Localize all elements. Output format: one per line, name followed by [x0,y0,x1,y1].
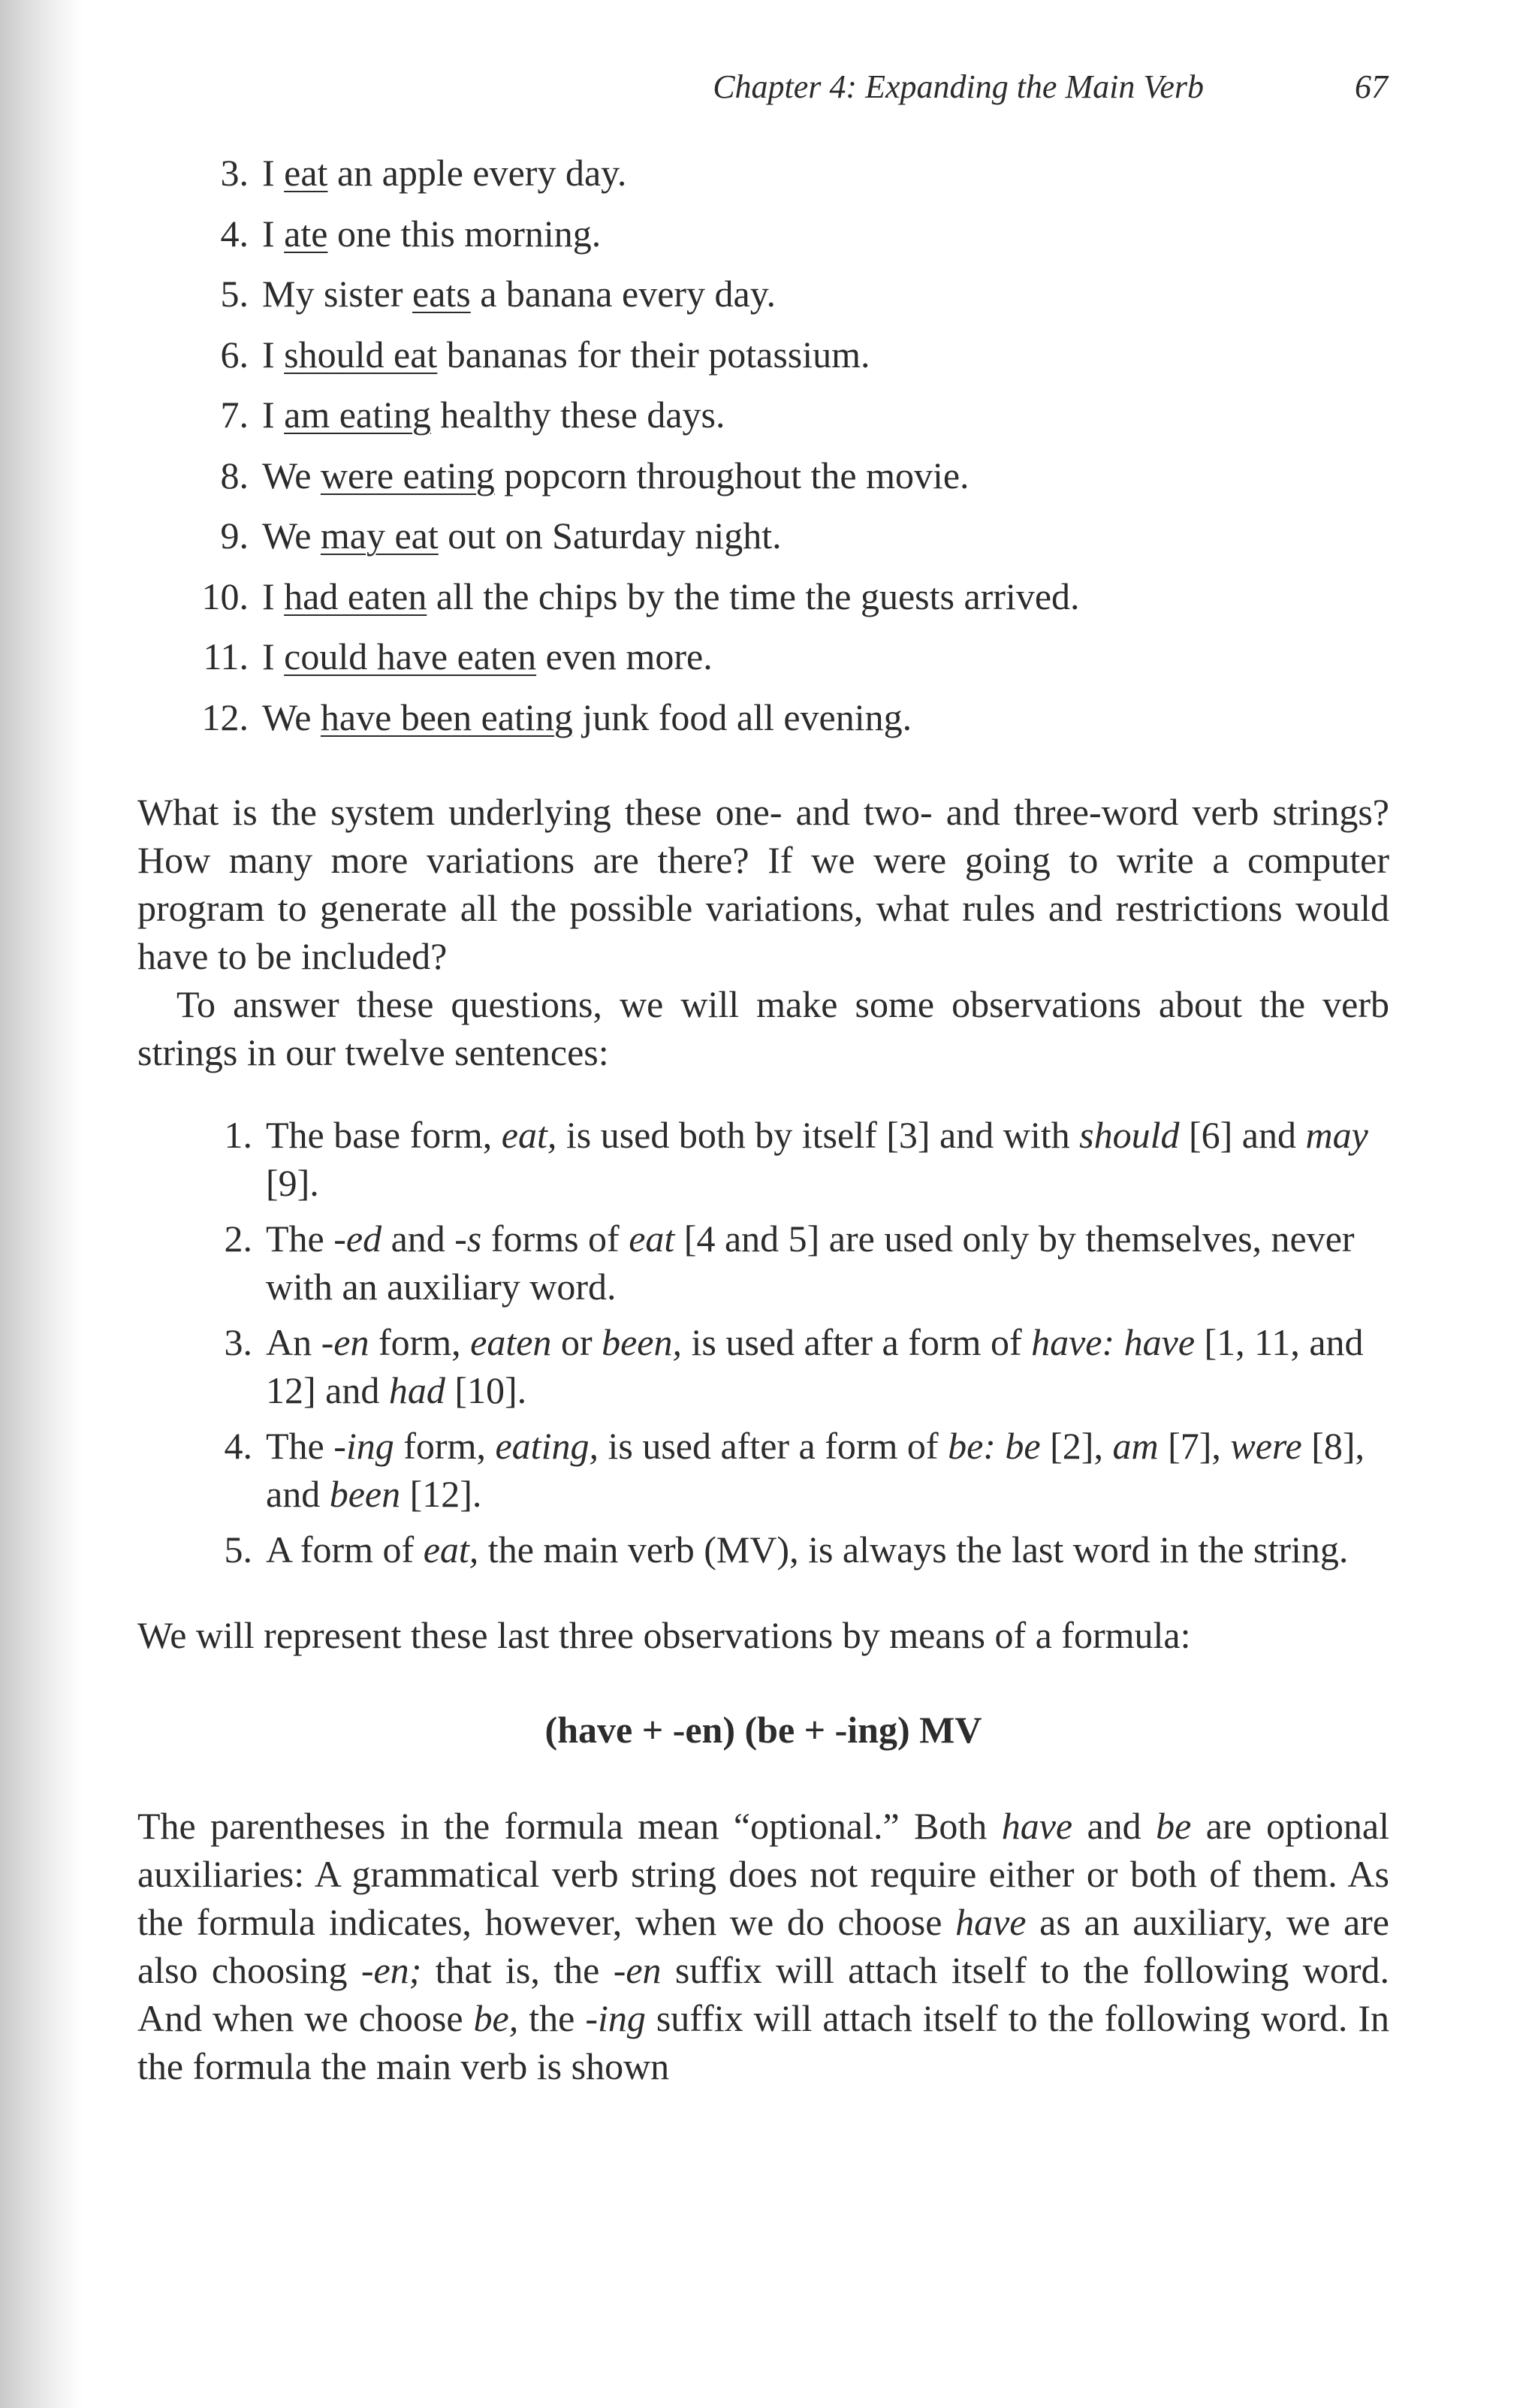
text-run: [2], [1040,1425,1113,1467]
italic-term: be: be [948,1425,1041,1467]
paragraph-formula-explanation [137,1802,1389,2090]
underlined-verb-string: were eating [320,454,495,496]
italic-term: should [1079,1114,1180,1156]
item-number: 9. [220,514,249,557]
text-run: is used both by itself [3] and with [556,1114,1080,1156]
item-number: 7. [220,394,249,436]
text-run: form, [369,1321,471,1363]
sentence-text: all the chips by the time the guests arrived. [427,575,1080,617]
sentence-text: I [262,333,285,376]
text-run: [7], [1158,1425,1231,1467]
text-run: [10]. [445,1369,527,1411]
text-run: the [518,1997,586,2039]
italic-term: -en; [360,1949,422,1991]
text-run: An [266,1321,321,1363]
text-run: are optional auxiliaries: A grammatical verb string does not require either or both of them. As the formula indicates, however, when we do choose [137,1805,1390,1943]
item-number: 8. [220,454,249,496]
item-number: 11. [203,635,249,677]
text-run: The [266,1425,334,1467]
list-item [220,204,1389,264]
item-number: 12. [201,696,249,738]
list-item [201,566,1389,627]
sentence-text: out on Saturday night. [438,514,782,557]
underlined-verb-string: could have eaten [284,635,537,677]
italic-term: -ing [585,1997,646,2039]
sentence-text: healthy these days. [430,394,725,436]
text-run: suffix will attach itself to the following word. In the formula the main verb is shown [137,1997,1389,2087]
paragraph-formula-intro: We will represent these last three observations by means of a formula: [137,1614,1191,1656]
italic-term: -en [613,1949,662,1991]
list-item [220,143,1389,204]
item-number: 1. [224,1114,252,1156]
text-run: suffix will attach itself to the following word. And when we choose [137,1949,1389,2039]
list-item [220,505,1389,566]
italic-term: were [1230,1425,1302,1467]
sentence-text: I [262,394,285,436]
underlined-verb-string: had eaten [284,575,427,617]
text-run: is used after a form of [681,1321,1032,1363]
text-run: The [266,1218,334,1260]
paragraph-questions: What is the system underlying these one- and two- and three-word verb strings? How many more variations are there? If we were going to write a computer program to generate all the possible variations, what rules and restrictions would have to be included? [137,791,1389,977]
sentence-text: bananas for their potassium. [437,333,870,376]
italic-term: have [955,1901,1027,1943]
italic-term: may [1305,1114,1368,1156]
text-run: [9]. [266,1162,319,1204]
item-number: 5. [220,273,249,315]
list-item [203,626,1389,687]
sentence-text: I [262,635,285,677]
text-run: [6] and [1179,1114,1306,1156]
sentence-text: I [262,212,285,255]
italic-term: be [1156,1805,1192,1847]
text-run: that is, the [421,1949,614,1991]
underlined-verb-string: should eat [284,333,438,376]
underlined-verb-string: eat [284,152,328,194]
list-item [224,1525,1389,1574]
text-run: and [381,1218,455,1260]
italic-term: had [388,1369,445,1411]
sentence-text: I [262,152,285,194]
sentence-text: We [262,696,321,738]
item-number: 4. [224,1425,252,1467]
italic-term: eating, [495,1425,599,1467]
item-number: 5. [224,1528,252,1571]
sentence-text: an apple every day. [327,152,627,194]
list-item [220,324,1389,385]
text-run: The parentheses in the formula mean “optional.” Both [137,1805,1002,1847]
text-run: The base form, [266,1114,502,1156]
italic-term: eat, [423,1528,479,1571]
list-item [201,687,1389,748]
text-run: or [551,1321,602,1363]
italic-term: eat, [501,1114,557,1156]
text-run: is used after a form of [598,1425,948,1467]
underlined-verb-string: ate [284,212,328,255]
text-run: the main verb (MV), is always the last word in the string. [478,1528,1349,1571]
text-run: and [1072,1805,1157,1847]
italic-term: eaten [470,1321,552,1363]
underlined-verb-string: have been eating [320,696,573,738]
item-number: 6. [220,333,249,376]
italic-term: -s [454,1218,482,1260]
text-run: as an auxiliary, we are also choosing [137,1901,1389,1991]
list-item [220,385,1389,445]
text-run: [4 and 5] are used only by themselves, never with an auxiliary word. [266,1218,1355,1308]
text-run: forms of [481,1218,629,1260]
italic-term: am [1112,1425,1159,1467]
list-item [224,1422,1389,1518]
text-run: [12]. [400,1473,482,1515]
item-number: 3. [220,152,249,194]
page-number: 67 [1355,68,1388,105]
formula [137,1706,1389,1754]
sentence-text: We [262,454,321,496]
sentence-text: one this morning. [327,212,602,255]
italic-term: have [1001,1805,1073,1847]
sentence-text: We [262,514,321,557]
italic-term: -ing [333,1425,394,1467]
italic-term: be, [473,1997,519,2039]
sentence-text: junk food all evening. [572,696,912,738]
list-item [224,1111,1389,1207]
italic-term: -ed [333,1218,382,1260]
item-number: 10. [201,575,249,617]
item-number: 4. [220,212,249,255]
italic-term: have: have [1031,1321,1196,1363]
list-item [220,264,1389,324]
underlined-verb-string: eats [412,273,471,315]
underlined-verb-string: may eat [320,514,439,557]
example-sentence-list [201,143,1389,747]
page-gutter-shadow [0,0,83,2408]
text-run: [8], and [266,1425,1365,1515]
item-number: 2. [224,1218,252,1260]
chapter-title: Chapter 4: Expanding the Main Verb [713,68,1204,105]
list-item [220,445,1389,506]
text-run: form, [394,1425,496,1467]
formula-text: (have + -en) (be + -ing) MV [544,1709,982,1751]
sentence-text: a banana every day. [470,273,776,315]
sentence-text: I [262,575,285,617]
underlined-verb-string: am eating [284,394,431,436]
list-item [224,1215,1389,1311]
italic-term: eat [629,1218,675,1260]
observation-list [224,1111,1389,1574]
italic-term: been [329,1473,401,1515]
text-run: A form of [266,1528,424,1571]
sentence-text: My sister [262,273,412,315]
running-head [0,68,1538,120]
page-body [137,143,1389,2090]
sentence-text: popcorn throughout the movie. [494,454,970,496]
italic-term: -en [321,1321,369,1363]
italic-term: been, [602,1321,682,1363]
item-number: 3. [224,1321,252,1363]
text-run: [1, 11, and 12] and [266,1321,1364,1411]
list-item [224,1318,1389,1414]
paragraph-observations-intro: To answer these questions, we will make some observations about the verb strings in our twelve sentences: [137,983,1389,1073]
sentence-text: even more. [536,635,713,677]
